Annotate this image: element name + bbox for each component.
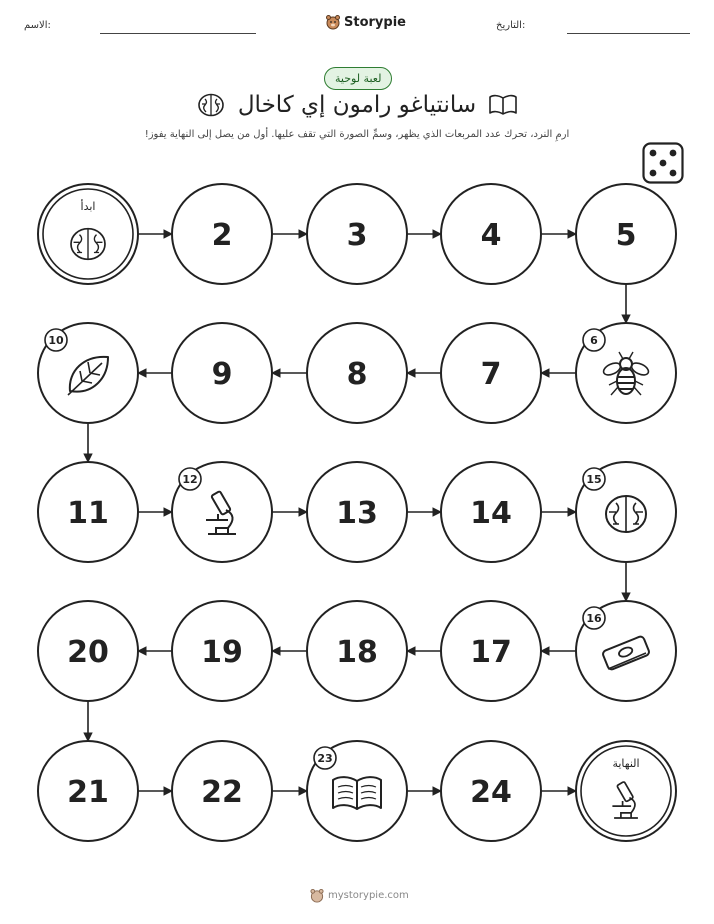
cell-number: 19 xyxy=(201,635,243,670)
cell-number: 10 xyxy=(48,334,64,347)
instructions: ارمِ النرد، تحرك عدد المربعات الذي يظهر، وسمِّ الصورة التي تقف عليها. أول من يصل إلى النهاية يفوز! xyxy=(144,129,570,140)
board-cell-14[interactable] xyxy=(441,462,541,562)
cell-number: 7 xyxy=(480,357,502,392)
board-cell-21[interactable] xyxy=(38,741,138,841)
cell-number: 8 xyxy=(346,357,368,392)
board-cell-5[interactable] xyxy=(576,184,676,284)
bear-icon xyxy=(310,888,324,903)
cell-number: 13 xyxy=(336,496,378,531)
board-cell-10[interactable] xyxy=(38,323,138,423)
cell-number: 22 xyxy=(201,775,243,810)
brand-name: Storypie xyxy=(344,14,406,30)
cell-number: 6 xyxy=(590,334,598,347)
board-cell-2[interactable] xyxy=(172,184,272,284)
cell-number: 16 xyxy=(586,612,602,625)
name-label: الاسم: xyxy=(24,20,51,31)
board-cell-18[interactable] xyxy=(307,601,407,701)
cell-number: 17 xyxy=(470,635,512,670)
board-cell-9[interactable] xyxy=(172,323,272,423)
cell-number: 15 xyxy=(586,473,602,486)
board-cell-16[interactable] xyxy=(576,601,676,701)
board-cell-11[interactable] xyxy=(38,462,138,562)
board-cell-17[interactable] xyxy=(441,601,541,701)
board-cell-19[interactable] xyxy=(172,601,272,701)
game-type-badge: لعبة لوحية xyxy=(324,67,392,90)
cell-number: 4 xyxy=(480,218,502,253)
cell-number: 11 xyxy=(67,496,109,531)
board-cell-24[interactable] xyxy=(441,741,541,841)
board-cell-15[interactable] xyxy=(576,462,676,562)
board-cell-23[interactable] xyxy=(307,741,407,841)
end-label: النهاية xyxy=(612,757,640,770)
board-cell-22[interactable] xyxy=(172,741,272,841)
cell-number: 3 xyxy=(346,218,368,253)
cell-number: 21 xyxy=(67,775,109,810)
board-cell-6[interactable] xyxy=(576,323,676,423)
board-cell-13[interactable] xyxy=(307,462,407,562)
date-label: التاريخ: xyxy=(496,20,526,31)
cell-number: 2 xyxy=(211,218,233,253)
footer-url: mystorypie.com xyxy=(328,890,409,901)
board-cell-4[interactable] xyxy=(441,184,541,284)
board-cell-3[interactable] xyxy=(307,184,407,284)
start-label: ابدأ xyxy=(80,200,96,213)
cell-number: 18 xyxy=(336,635,378,670)
footer xyxy=(310,888,409,903)
board-cell-20[interactable] xyxy=(38,601,138,701)
cell-number: 9 xyxy=(211,357,233,392)
page-title: سانتياغو رامون إي كاخال xyxy=(237,92,477,118)
board-cells xyxy=(38,184,676,841)
cell-number: 12 xyxy=(182,473,198,486)
board-cell-8[interactable] xyxy=(307,323,407,423)
board-cell-12[interactable] xyxy=(172,462,272,562)
board-cell-1[interactable] xyxy=(38,184,138,284)
cell-number: 23 xyxy=(317,752,333,765)
cell-number: 24 xyxy=(470,775,512,810)
board-cell-7[interactable] xyxy=(441,323,541,423)
board-cell-25[interactable] xyxy=(576,741,676,841)
cell-number: 14 xyxy=(470,496,512,531)
cell-number: 20 xyxy=(67,635,109,670)
cell-number: 5 xyxy=(615,218,637,253)
